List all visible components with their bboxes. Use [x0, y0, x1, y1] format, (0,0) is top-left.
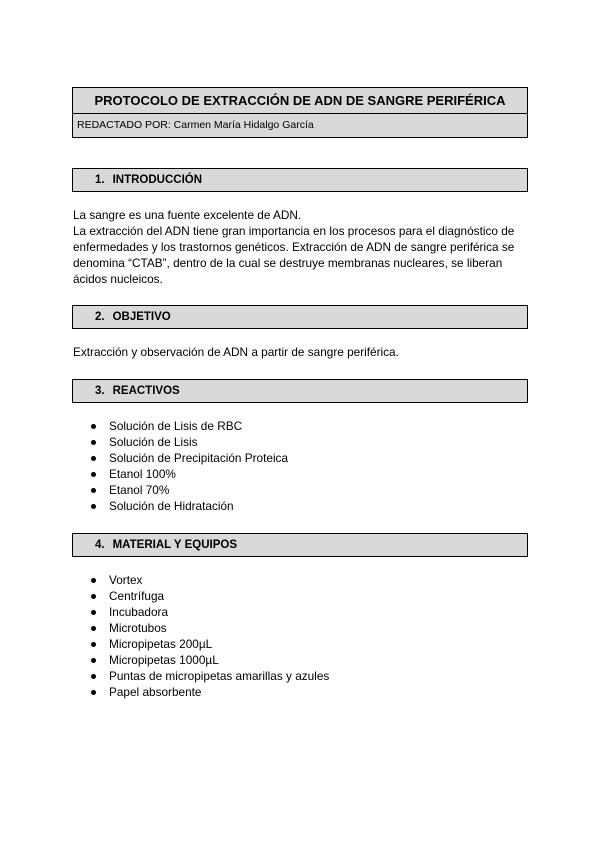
list-item: Centrífuga: [91, 588, 329, 604]
section-title: MATERIAL Y EQUIPOS: [112, 539, 237, 551]
bullet-icon: [91, 626, 96, 631]
section-header-reactivos: [72, 379, 528, 403]
bullet-icon: [91, 578, 96, 583]
list-item: Solución de Lisis de RBC: [91, 418, 288, 434]
bullet-icon: [91, 472, 96, 477]
list-item: Vortex: [91, 572, 329, 588]
bullet-icon: [91, 440, 96, 445]
section-number: 2.: [95, 311, 105, 323]
list-item: Incubadora: [91, 604, 329, 620]
bullet-icon: [91, 504, 96, 509]
bullet-icon: [91, 488, 96, 493]
list-item: Microtubos: [91, 620, 329, 636]
list-item: Etanol 100%: [91, 466, 288, 482]
section-header-introduccion: [72, 168, 528, 192]
section-header-material: [72, 533, 528, 557]
section-title: INTRODUCCIÓN: [112, 174, 203, 186]
bullet-icon: [91, 690, 96, 695]
bullet-icon: [91, 610, 96, 615]
bullet-icon: [91, 424, 96, 429]
reactivos-list: [91, 418, 288, 514]
section-number: 1.: [95, 174, 105, 186]
material-list: [91, 572, 329, 700]
objetivo-paragraph: Extracción y observación de ADN a partir de sangre periférica.: [73, 345, 399, 359]
bullet-icon: [91, 594, 96, 599]
list-item: Micropipetas 1000µL: [91, 652, 329, 668]
list-item: Solución de Precipitación Proteica: [91, 450, 288, 466]
list-item: Micropipetas 200µL: [91, 636, 329, 652]
list-item: Solución de Hidratación: [91, 498, 288, 514]
list-item: Etanol 70%: [91, 482, 288, 498]
intro-line: enfermedades y los trastornos genéticos. Extracción de ADN de sangre periférica se: [73, 240, 515, 254]
list-item: Solución de Lisis: [91, 434, 288, 450]
list-item: Papel absorbente: [91, 684, 329, 700]
section-number: 3.: [95, 385, 105, 397]
document-author: REDACTADO POR: Carmen María Hidalgo García: [72, 113, 528, 138]
intro-line: denomina “CTAB”, dentro de la cual se destruye membranas nucleares, se liberan: [73, 256, 503, 270]
intro-line: ácidos nucleicos.: [73, 272, 163, 286]
section-title: OBJETIVO: [112, 311, 171, 323]
section-number: 4.: [95, 539, 105, 551]
intro-paragraph: [73, 207, 533, 287]
section-header-objetivo: [72, 305, 528, 329]
bullet-icon: [91, 456, 96, 461]
list-item: Puntas de micropipetas amarillas y azules: [91, 668, 329, 684]
intro-line: La extracción del ADN tiene gran importancia en los procesos para el diagnóstico de: [73, 224, 515, 238]
bullet-icon: [91, 642, 96, 647]
intro-line: La sangre es una fuente excelente de ADN.: [73, 208, 302, 222]
bullet-icon: [91, 658, 96, 663]
section-title: REACTIVOS: [112, 385, 180, 397]
bullet-icon: [91, 674, 96, 679]
document-title: PROTOCOLO DE EXTRACCIÓN DE ADN DE SANGRE PERIFÉRICA: [72, 87, 528, 114]
